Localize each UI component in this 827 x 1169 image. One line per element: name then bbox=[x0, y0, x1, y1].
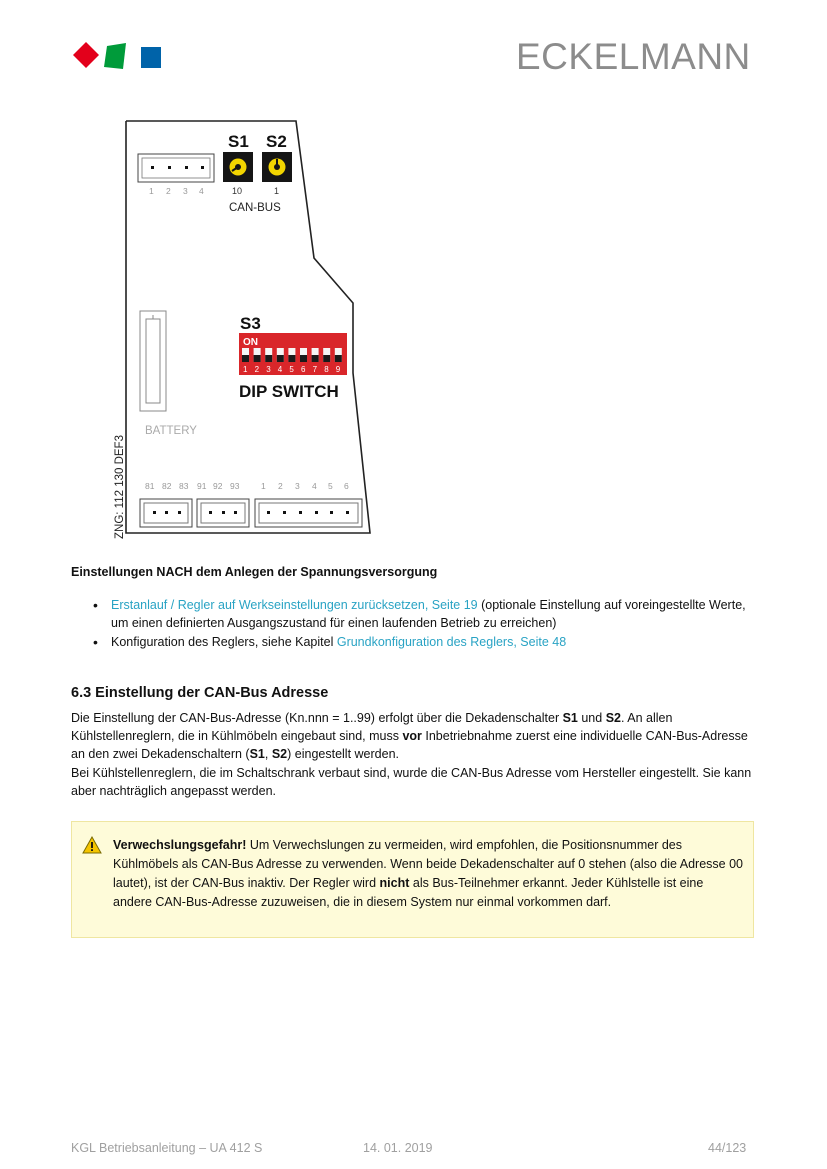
can-bus-label: CAN-BUS bbox=[229, 202, 281, 214]
dip-number: 7 bbox=[312, 365, 318, 374]
bullet-dot: • bbox=[93, 634, 98, 650]
top-pin-2: 2 bbox=[166, 186, 171, 196]
top-pin-1: 1 bbox=[149, 186, 154, 196]
bullet-dot: • bbox=[93, 597, 98, 613]
dip-number: 2 bbox=[254, 365, 260, 374]
pin-1: 1 bbox=[261, 481, 266, 491]
s2-value: 1 bbox=[274, 186, 280, 196]
pin-93: 93 bbox=[230, 481, 240, 491]
s2-label: S2 bbox=[266, 132, 287, 151]
dip-lever-knob bbox=[312, 355, 319, 362]
pin-92: 92 bbox=[213, 481, 223, 491]
dip-number: 3 bbox=[266, 365, 271, 374]
dip-lever-knob bbox=[323, 355, 330, 362]
dip-number: 9 bbox=[335, 365, 341, 374]
pin-82: 82 bbox=[162, 481, 172, 491]
dip-lever-knob bbox=[300, 355, 307, 362]
dip-number: 6 bbox=[301, 365, 306, 374]
bullet-text: Konfiguration des Reglers, siehe Kapitel bbox=[111, 635, 337, 649]
eckelmann-logo-squares bbox=[72, 38, 164, 72]
footer-date: 14. 01. 2019 bbox=[363, 1141, 433, 1155]
s3-label: S3 bbox=[240, 314, 261, 333]
dip-levers bbox=[242, 348, 342, 362]
dip-number: 4 bbox=[277, 365, 283, 374]
dip-number: 8 bbox=[324, 365, 329, 374]
pin-2: 2 bbox=[278, 481, 283, 491]
pin-4: 4 bbox=[312, 481, 317, 491]
paragraph-schaltschrank: Bei Kühlstellenreglern, die im Schaltschrank verbaut sind, wurde die CAN-Bus Adresse vom Hersteller eingestellt. Sie kann aber nachträglich angepasst werden. bbox=[71, 766, 752, 798]
warning-triangle-icon bbox=[82, 836, 102, 854]
warning-box bbox=[71, 821, 754, 938]
link-grundkonfiguration[interactable]: Grundkonfiguration des Reglers, Seite 48 bbox=[336, 635, 567, 649]
pin-81: 81 bbox=[145, 481, 155, 491]
dip-number: 5 bbox=[289, 365, 294, 374]
dip-lever-knob bbox=[265, 355, 272, 362]
dip-lever-knob bbox=[335, 355, 342, 362]
brand-wordmark: ECKELMANN bbox=[516, 36, 751, 77]
pin-3: 3 bbox=[295, 481, 300, 491]
pin-91: 91 bbox=[197, 481, 207, 491]
dip-on-label: ON bbox=[243, 337, 258, 348]
pin-6: 6 bbox=[344, 481, 349, 491]
settings-heading: Einstellungen NACH dem Anlegen der Spannungsversorgung bbox=[71, 565, 438, 579]
footer-document-title: KGL Betriebsanleitung – UA 412 S bbox=[71, 1141, 263, 1155]
top-pin-4: 4 bbox=[199, 186, 204, 196]
link-erstanlauf[interactable]: Erstanlauf / Regler auf Werkseinstellungen zurücksetzen, Seite 19 bbox=[111, 598, 478, 612]
s1-label: S1 bbox=[228, 132, 249, 151]
warning-text: Verwechslungsgefahr! Um Verwechslungen zu vermeiden, wird empfohlen, die Positionsnummer des Kühlmöbels als CAN-Bus Adresse zu verwenden. Wenn beide Dekadenschalter auf 0 stehen (also die Adresse 00 lautet), ist der CAN-Bus inaktiv. Der Regler wird nicht als Bus-Teilnehmer erkannt. Jeder Kühlstelle ist eine andere CAN-Bus-Adresse zuzuweisen, die in diesem System nur einmal vorkommen darf. bbox=[113, 838, 743, 909]
s1-value: 10 bbox=[232, 186, 243, 196]
dip-lever-knob bbox=[242, 355, 249, 362]
paragraph-can-address: Die Einstellung der CAN-Bus-Adresse (Kn.nnn = 1..99) erfolgt über die Dekadenschalter S1 und S2. An allen Kühlstellenreglern, die in Kühlmöbeln eingebaut sind, muss vor Inbetriebnahme zuerst eine individuelle CAN-Bus-Adresse an den zwei Dekadenschaltern (S1, S2) eingestellt werden. bbox=[71, 711, 748, 761]
dip-lever-knob bbox=[288, 355, 295, 362]
s2-rotary-switch bbox=[262, 152, 292, 182]
s1-rotary-switch bbox=[223, 152, 253, 182]
dip-number: 1 bbox=[243, 365, 248, 374]
settings-bullet-list bbox=[71, 596, 761, 652]
pin-83: 83 bbox=[179, 481, 189, 491]
dip-switch-title: DIP SWITCH bbox=[239, 382, 339, 401]
footer-page-number: 44/123 bbox=[708, 1141, 747, 1155]
pin-5: 5 bbox=[328, 481, 333, 491]
battery-label: BATTERY bbox=[145, 425, 197, 437]
top-pin-3: 3 bbox=[183, 186, 188, 196]
section-title: 6.3 Einstellung der CAN-Bus Adresse bbox=[71, 685, 329, 701]
bullet-text: (optionale Einstellung auf voreingestellte Werte, um einen definierten Ausgangszustand für einen laufenden Betrieb zu erreichen) bbox=[111, 598, 746, 630]
dip-lever-knob bbox=[254, 355, 261, 362]
list-item bbox=[71, 596, 761, 632]
drawing-number: ZNG: 112 130 DEF3 bbox=[114, 435, 126, 539]
controller-board-diagram bbox=[108, 115, 380, 547]
list-item bbox=[71, 633, 761, 651]
dip-lever-knob bbox=[277, 355, 284, 362]
